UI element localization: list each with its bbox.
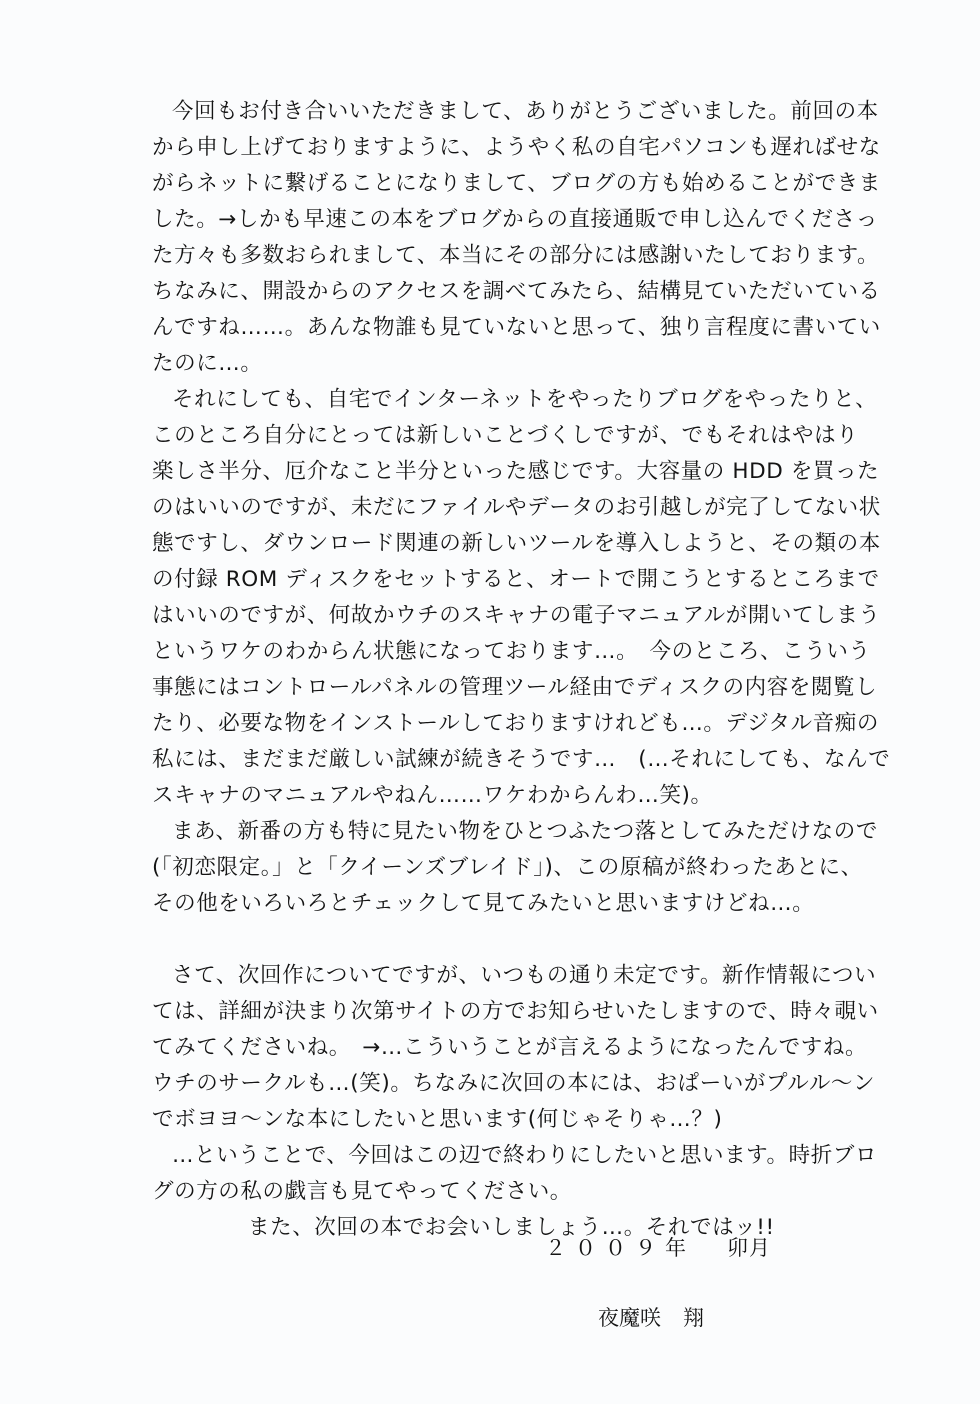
text-line: のはいいのですが、未だにファイルやデータのお引越しが完了してない状: [152, 495, 881, 520]
text-line: (「初恋限定。」と「クイーンズブレイド」)、この原稿が終わったあとに、: [152, 855, 863, 880]
text-line: てみてくださいね。 →…こういうことが言えるようになったんですね。: [152, 1035, 868, 1060]
text-line: の付録 ROM ディスクをセットすると、オートで開こうとするところまで: [152, 567, 880, 592]
text-line: というワケのわからん状態になっております…。 今のところ、こういう: [152, 639, 871, 664]
text-line: でボヨヨ～ンな本にしたいと思います(何じゃそりゃ…？): [152, 1107, 723, 1132]
author-given-name: 翔: [683, 1306, 704, 1330]
text-line: まあ、新番の方も特に見たい物をひとつふたつ落としてみただけなので: [172, 819, 878, 844]
text-line: から申し上げておりますように、ようやく私の自宅パソコンも遅ればせな: [152, 135, 881, 160]
text-line: ウチのサークルも…(笑)。ちなみに次回の本には、おぱーいがプルル～ン: [152, 1071, 876, 1096]
date-year-suffix: 年: [665, 1236, 687, 1260]
text-line: たり、必要な物をインストールしておりますけれども…。デジタル音痴の: [152, 711, 879, 736]
text-line: このところ自分にとっては新しいことづくしですが、でもそれはやはり: [152, 423, 859, 448]
text-line: んですね……。あんな物誰も見ていないと思って、独り言程度に書いてい: [152, 315, 881, 340]
text-line: がらネットに繋げることになりまして、ブログの方も始めることができま: [152, 171, 881, 196]
text-line: さて、次回作についてですが、いつもの通り未定です。新作情報につい: [172, 963, 877, 988]
text-line: 楽しさ半分、厄介なこと半分といった感じです。大容量の HDD を買った: [152, 459, 880, 484]
date-year: ２００９: [545, 1236, 665, 1260]
text-line: した。→しかも早速この本をブログからの直接通販で申し込んでくださっ: [152, 207, 878, 232]
text-line: スキャナのマニュアルやねん……ワケわからんわ…笑)。: [152, 783, 713, 808]
signature-author: [598, 1302, 704, 1332]
text-line: ては、詳細が決まり次第サイトの方でお知らせいたしますので、時々覗い: [152, 999, 879, 1024]
author-family-name: 夜魔咲: [598, 1306, 661, 1330]
text-line: 態ですし、ダウンロード関連の新しいツールを導入しようと、その類の本: [152, 531, 881, 556]
text-line: 私には、まだまだ厳しい試練が続きそうです… (…それにしても、なんで: [152, 747, 891, 772]
text-line: たのに…。: [152, 351, 263, 376]
text-line: ちなみに、開設からのアクセスを調べてみたら、結構見ていただいている: [152, 279, 881, 304]
signature-date: [545, 1232, 771, 1262]
text-line: た方々も多数おられまして、本当にその部分には感謝いたしております。: [152, 243, 880, 268]
text-line: はいいのですが、何故かウチのスキャナの電子マニュアルが開いてしまう: [152, 603, 881, 628]
text-line: グの方の私の戯言も見てやってください。: [152, 1179, 572, 1204]
text-line: …ということで、今回はこの辺で終わりにしたいと思います。時折ブロ: [172, 1143, 878, 1168]
text-line: 今回もお付き合いいただきまして、ありがとうございました。前回の本: [172, 99, 879, 124]
date-month: 卯月: [727, 1236, 771, 1260]
text-line: それにしても、自宅でインターネットをやったりブログをやったりと、: [172, 387, 878, 412]
text-line: その他をいろいろとチェックして見てみたいと思いますけどね…。: [152, 891, 815, 916]
closing-line: また、次回の本でお会いしましょう…。それではッ!!: [248, 1215, 775, 1240]
text-line: 事態にはコントロールパネルの管理ツール経由でディスクの内容を閲覧し: [152, 675, 878, 700]
